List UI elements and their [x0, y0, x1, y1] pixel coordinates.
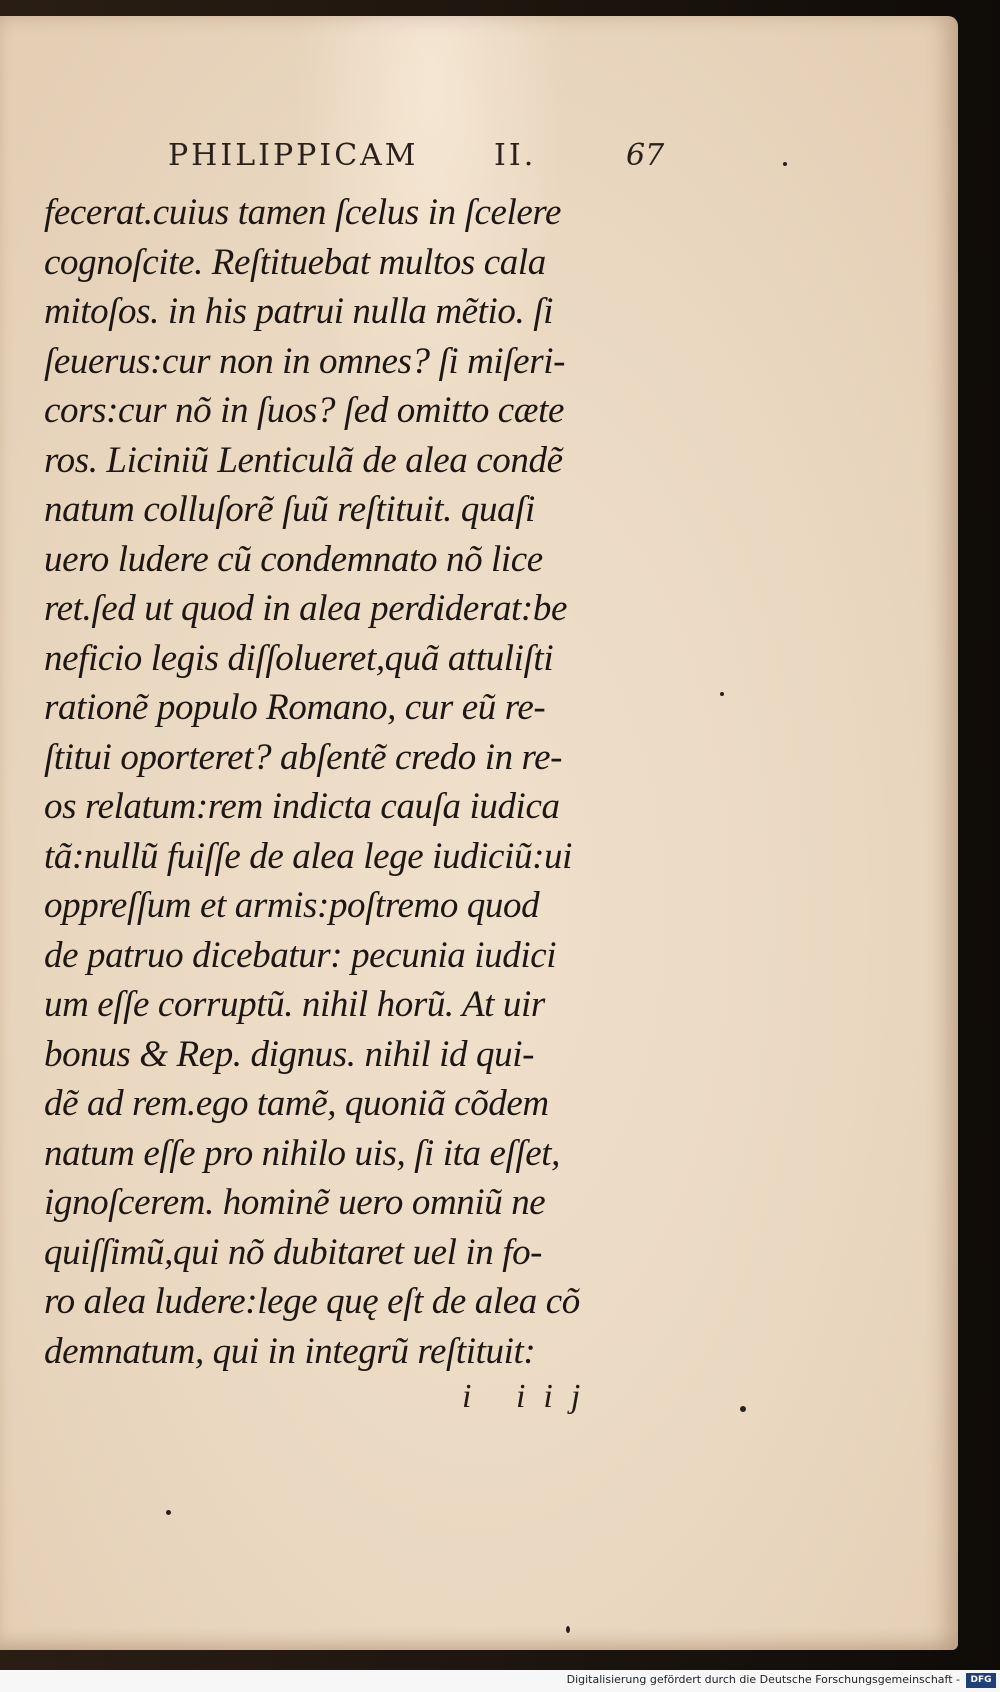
paper-speck [166, 1510, 171, 1515]
book-page [0, 16, 958, 1650]
text-line: natum colluſorẽ ſuũ reſtituit. quaſi [44, 489, 535, 530]
text-line: ſeuerus:cur non in omnes? ſi miſeri- [44, 340, 565, 382]
text-line: fecerat.cuius tamen ſcelus in ſcelere [44, 192, 562, 233]
running-head [168, 138, 688, 182]
text-line: bonus & Rep. dignus. nihil id qui- [44, 1033, 535, 1075]
text-line: ignoſcerem. hominẽ uero omniũ ne [44, 1182, 546, 1223]
text-line: cognoſcite. Reſtituebat multos cala [44, 241, 546, 283]
text-line: de patruo dicebatur: pecunia iudici [44, 934, 557, 976]
text-line: ſtitui oporteret? abſentẽ credo in re- [44, 736, 563, 778]
paper-speck [783, 162, 787, 166]
footer-bar [0, 1670, 1000, 1692]
text-line: uero ludere cũ condemnato nõ lice [44, 538, 543, 580]
text-line: cors:cur nõ in ſuos? ſed omitto cæte [44, 390, 564, 431]
text-line: natum eſſe pro nihilo uis, ſi ita eſſet, [44, 1132, 561, 1174]
text-line: tã:nullũ fuiſſe de alea lege iudiciũ:ui [44, 835, 572, 877]
dfg-logo: DFG [966, 1673, 996, 1688]
text-line: dẽ ad rem.ego tamẽ, quoniã cõdem [44, 1083, 549, 1124]
digitization-credit: Digitalisierung gefördert durch die Deutsche Forschungsgemeinschaft - [566, 1673, 960, 1686]
text-line: mitoſos. in his patrui nulla mẽtio. ſi [44, 291, 553, 332]
text-line: neficio legis diſſolueret,quã attuliſti [44, 637, 554, 679]
running-head-title: PHILIPPICAM [168, 138, 419, 173]
signature-mark: i iij [462, 1378, 599, 1415]
page-number: 67 [626, 138, 665, 173]
text-line: os relatum:rem indicta cauſa iudica [44, 786, 560, 827]
text-line: quiſſimũ,qui nõ dubitaret uel in fo- [44, 1231, 543, 1273]
body-text [44, 188, 724, 1376]
text-line: um eſſe corruptũ. nihil horũ. At uir [44, 984, 545, 1025]
paper-speck [566, 1626, 570, 1633]
text-line: ro alea ludere:lege quę eſt de alea cõ [44, 1281, 580, 1322]
paper-speck [740, 1406, 746, 1412]
paper-speck [720, 692, 724, 696]
text-line: ros. Liciniũ Lenticulã de alea condẽ [44, 439, 563, 481]
text-line: oppreſſum et armis:poſtremo quod [44, 885, 540, 926]
text-line: rationẽ populo Romano, cur eũ re- [44, 687, 546, 728]
text-line: demnatum, qui in integrũ reſtituit: [44, 1330, 536, 1372]
text-line: ret.ſed ut quod in alea perdiderat:be [44, 588, 567, 629]
running-head-chapter: II. [494, 138, 537, 173]
